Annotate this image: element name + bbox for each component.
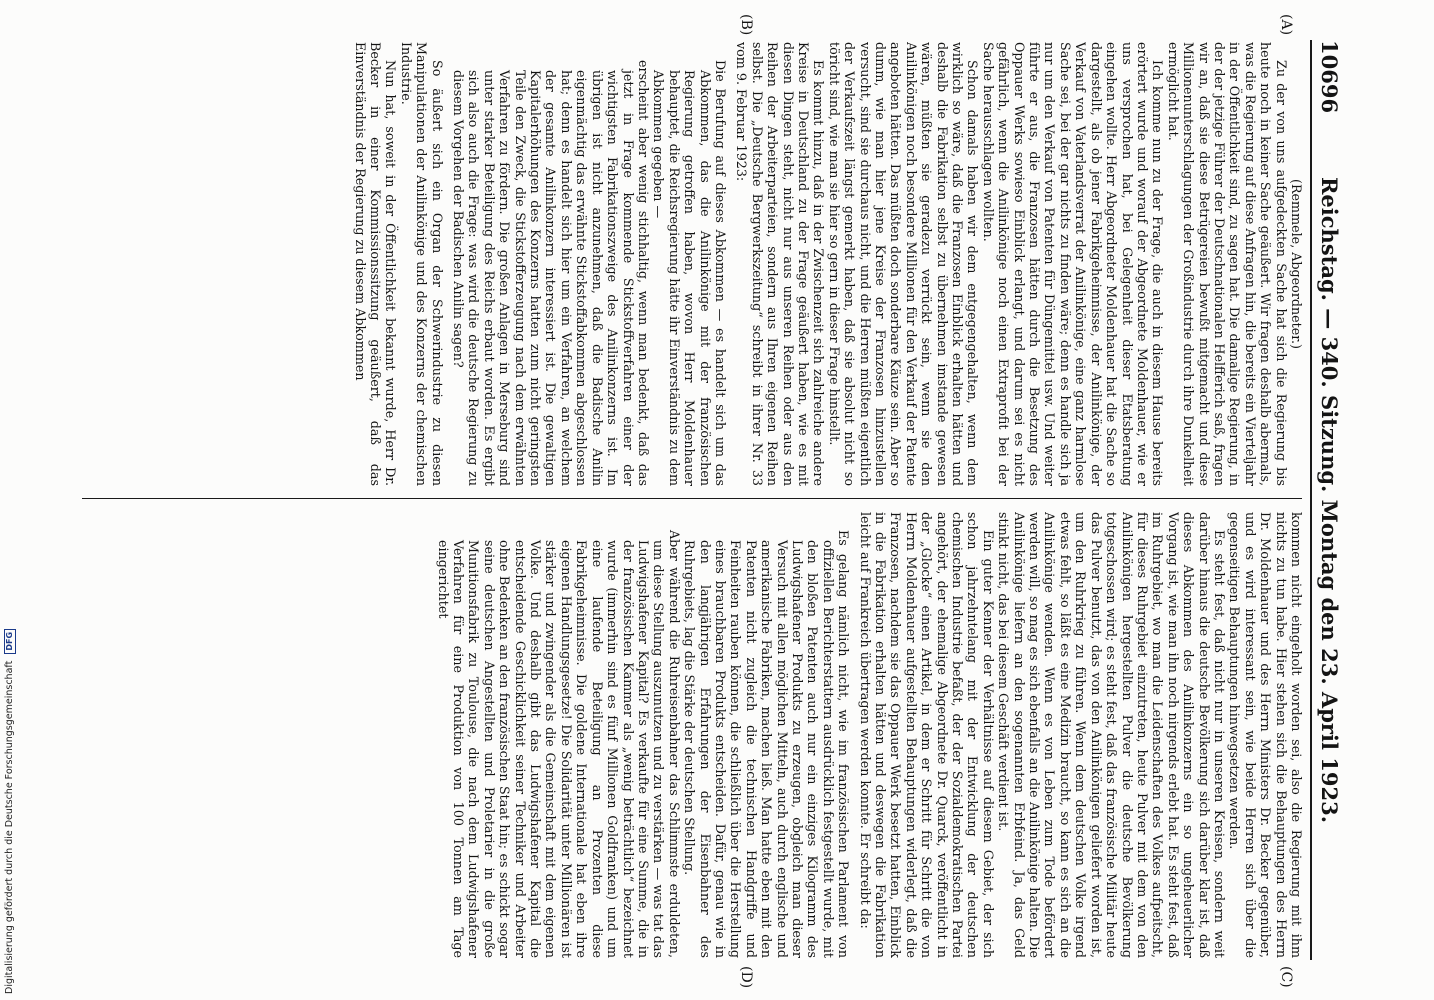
quote-paragraph: Die Berufung auf dieses Abkommen — es handelt sich um das Abkommen, das die Anilinkönige mit der französischen Regierung getroffen haben, wovon Herr Moldenhauer behauptet, die Reichsregierung hätte ihr Einverständnis zu dem Abkommen gegeben — [651,60,728,486]
right-column [84,512,1304,958]
paragraph: Schon damals haben wir dem entgegengehalten, wenn dem wirklich so wäre, daß die Franzosen Einblick erhalten hätten und deshalb die Fabrikation selbst zu übernehmen imstande gewesen wären, müßten sie geradezu verrückt sein, wenn sie den Anilinkönigen noch besondere Millionen für den Verkauf der Patente angeboten hätten. Das müßten doch sonderbare Käuze sein. Aber so dumm, wie man hier jene Kreise der Franzosen hinzustellen versucht, sind sie durchaus nicht, und die Herren müßten eigentlich der Verkaufszeit längst gemerkt haben, daß sie absolut nicht so töricht sind, wie man sie hier so gern in dieser Frage hinstellt. [826,42,981,486]
page-header [1308,40,1348,960]
paragraph: Nun hat, soweit in der Öffentlichkeit bekannt wurde, Herr Dr. Becker in einer Kommissionssitzung geäußert, daß das Einverständnis der Regierung zu diesem Abkommen [352,42,399,486]
left-column [84,42,1304,486]
margin-marker-c: (C) [1278,966,1294,988]
paragraph: Ich komme nun zu der Frage, die auch in diesem Hause bereits erörtert wurde und worauf der Abgeordnete Moldenhauer, wie er uns versprochen hat, bei Gelegenheit dieser Etatsberatung eingehen wollte. Herr Abgeordneter Moldenhauer hat die Sache so dargestellt, als ob jener Fabrikgeheimnisse, der Anilinkönige, der Verkauf von Vaterlandsverrat der Anilinkönige, eine ganz harmlose Sache sei, bei der gar nichts zu finden wäre; denn es handle sich ja nur um den Verkauf von Patenten für Düngemittel usw. Und weiter führte er aus, die Franzosen hätten durch die Besetzung des Oppauer Werks sowieso Einblick erlangt, und darum sei es nicht gefährlich, wenn die Anilinkönige noch einen Extraprofit bei der Sache herausschlagen wollten. [980,42,1166,486]
paragraph: Es kommt hinzu, daß in der Zwischenzeit sich zahlreiche andere Kreise in Deutschland zu der Frage geäußert haben, wie es mit diesen Dingen steht, nicht nur aus unseren Reihen oder aus den Reihen der Arbeiterparteien, sondern aus Ihren eigenen Reihen selbst. Die „Deutsche Bergwerkszeitung“ schreibt in ihrer Nr. 33 vom 9. Februar 1923: [734,42,827,486]
margin-marker-b: (B) [738,14,754,36]
margin-marker-a: (A) [1278,14,1294,36]
header-rule [1310,40,1312,960]
session-title: Reichstag. — 340. Sitzung. Montag den 23. April 1923. [1317,176,1342,824]
page-number: 10696 [1317,40,1342,114]
margin-marker-d: (D) [738,966,754,989]
credit-text: Digitalisierung gefördert durch die Deutsche Forschungsgemeinschaft [4,660,15,994]
dfg-logo: DFG [4,629,16,654]
quote-paragraph: Es gelang nämlich nicht, wie im französischen Parlament von offiziellen Berichterstattern ausdrücklich festgestellt wurde, mit den bloßen Patenten auch nur ein einziges Kilogramm des Ludwigshafener Produkts zu erzeugen, obgleich man dieser Versuch mit allen möglichen Mitteln, auch durch englische und amerikanische Fabriken, machen ließ. Man hatte eben mit den Patenten nicht zugleich die technischen Handgriffe und Feinheiten rauben können, die schließlich über die Herstellung eines brauchbaren Produkts entscheiden. Dafür, genau wie in den langjährigen Erfahrungen der Eisenbahner des Ruhrgebiets, lag die Stärke der deutschen Stellung. [682,530,852,958]
quote-paragraph: erscheint aber wenig stichhaltig, wenn man bedenkt, daß das jetzt in Frage kommende Stickstoffverfahren einer der wichtigsten Fabrikationszweige des Anilinkonzerns ist. Im übrigen ist nicht anzunehmen, daß die Badische Anilin eigenmächtig das erwähnte Stickstoffabkommen abgeschlossen hat; denn es handelt sich hier um ein Verfahren, an welchem der gesamte Anilinkonzern interessiert ist. Die gewaltigen Kapitalerhöhungen des Konzerns hatten zum nicht geringsten Teile den Zweck, die Stickstofferzeugung nach dem erwähnten Verfahren zu fördern. Die großen Anlagen in Merseburg sind unter starker Beteiligung des Reichs erbaut worden. Es ergibt sich also auch die Frage: was wird die deutsche Regierung zu diesem Vorgehen der Badischen Anilin sagen? [451,60,651,486]
paragraph: kommen nicht eingeholt worden sei, also die Regierung mit ihm nichts zu tun habe. Hier stehen sich die Behauptungen des Herrn Dr. Moldenhauer und des Herrn Ministers Dr. Becker gegenüber, und es wird interessant sein, wie beide Herren sich über die gegenseitigen Behauptungen hinwegsetzen werden. [1227,512,1304,958]
paragraph: So äußert sich ein Organ der Schwerindustrie zu diesen Manipulationen der Anilinkönige und des Konzerns der chemischen Industrie. [398,42,445,486]
column-divider [82,498,1302,499]
speaker-line: (Remmele, Abgeordneter.) [1289,179,1304,349]
quote-paragraph: Aber während die Ruhreisenbahner das Schlimmste erduldeten, um diese Stellung auszunutzen und zu verstärken — was tat das Ludwigshafener Kapital? Es verkaufte für eine Summe, die in der französischen Kammer als „wenig beträchtlich“ bezeichnet wurde (immerhin sind es fünf Millionen Goldfranken) und um eine laufende Beteiligung an Prozenten diese Fabrikgeheimnisse. Die goldene Internationale hat eben ihre eigenen Handlungsgesetze! Die Solidarität unter Millionären ist stärker und zwingender als die Gemeinschaft mit dem eigenen Volke. Und deshalb gibt das Ludwigshafener Kapital die entscheidende Geschicklichkeit seiner Techniker und Arbeiter ohne Bedenken an den französischen Staat hin; es schickt sogar seine deutschen Angestellten und Proletarier in die große Munitionsfabrik zu Toulouse, die nach dem Ludwigshafener Verfahren für eine Produktion von 100 Tonnen am Tage eingerichtet [435,530,682,958]
paragraph: Zu der von uns aufgedeckten Sache hat sich die Regierung bis heute noch in keiner Sache geäußert. Wir fragen deshalb abermals, was die Regierung auf diese Anfragen hin, die bereits ein Vierteljahr in der Öffentlichkeit sind, zu sagen hat. Die damalige Regierung, in der der jetzige Führer der Deutschnationalen Helfferich saß, fragen wir an, daß sie diese Betrügereien bewußt mitgemacht und diese Millionenunterschlagungen der Großindustrie durch ihre Dunkelheit ermöglicht hat. [1165,42,1289,486]
paragraph: Es steht fest, daß nicht nur in unseren Kreisen, sondern weit darüber hinaus die deutsche Bevölkerung sich darüber klar ist, daß dieses Abkommen des Anilinkonzerns ein so ungeheuerlicher Vorgang ist, wie man ihn noch nirgends erlebt hat. Es steht fest, daß im Ruhrgebiet, wo man die Leidenschaften des Volkes aufpeitscht, für dieses Ruhrgebiet einzutreten, heute Pulver mit dem von den Anilinkönigen hergestellten Pulver die deutsche Bevölkerung totgeschossen wird; es steht fest, daß das französische Militär heute das Pulver benutzt, das von den Anilinkönigen geliefert worden ist, um den Ruhrkrieg zu führen. Wenn dem deutschen Volke irgend etwas fehlt, so läßt es eine Medizin braucht, so kann es sich an die Anilinkönige wenden. Wenn es von Leben zum Tode befördert werden will, so mag es sich ebenfalls an die Anilinkönige halten. Die Anilinkönige liefern an den sogenannten Erbfeind. Ja, das Geld stinkt nicht, das bei diesem Geschäft verdient ist. [996,512,1227,958]
paragraph: Ein guter Kenner der Verhältnisse auf diesem Gebiet, der sich schon jahrzehntelang mit der Entwicklung der deutschen chemischen Industrie befaßt, der der Sozialdemokratischen Partei angehört, der ehemalige Abgeordnete Dr. Quarck, veröffentlicht in der „Glocke“ einen Artikel, in dem er Schritt für Schritt die von Herrn Moldenhauer aufgestellten Behauptungen widerlegt, daß die Franzosen, nachdem sie das Oppauer Werk besetzt hatten, Einblick in die Fabrikation erhalten hätten und deswegen die Fabrikation leicht auf Frankreich übertragen werden konnte. Er schreibt da: [857,512,996,958]
digitization-credit [4,629,16,994]
